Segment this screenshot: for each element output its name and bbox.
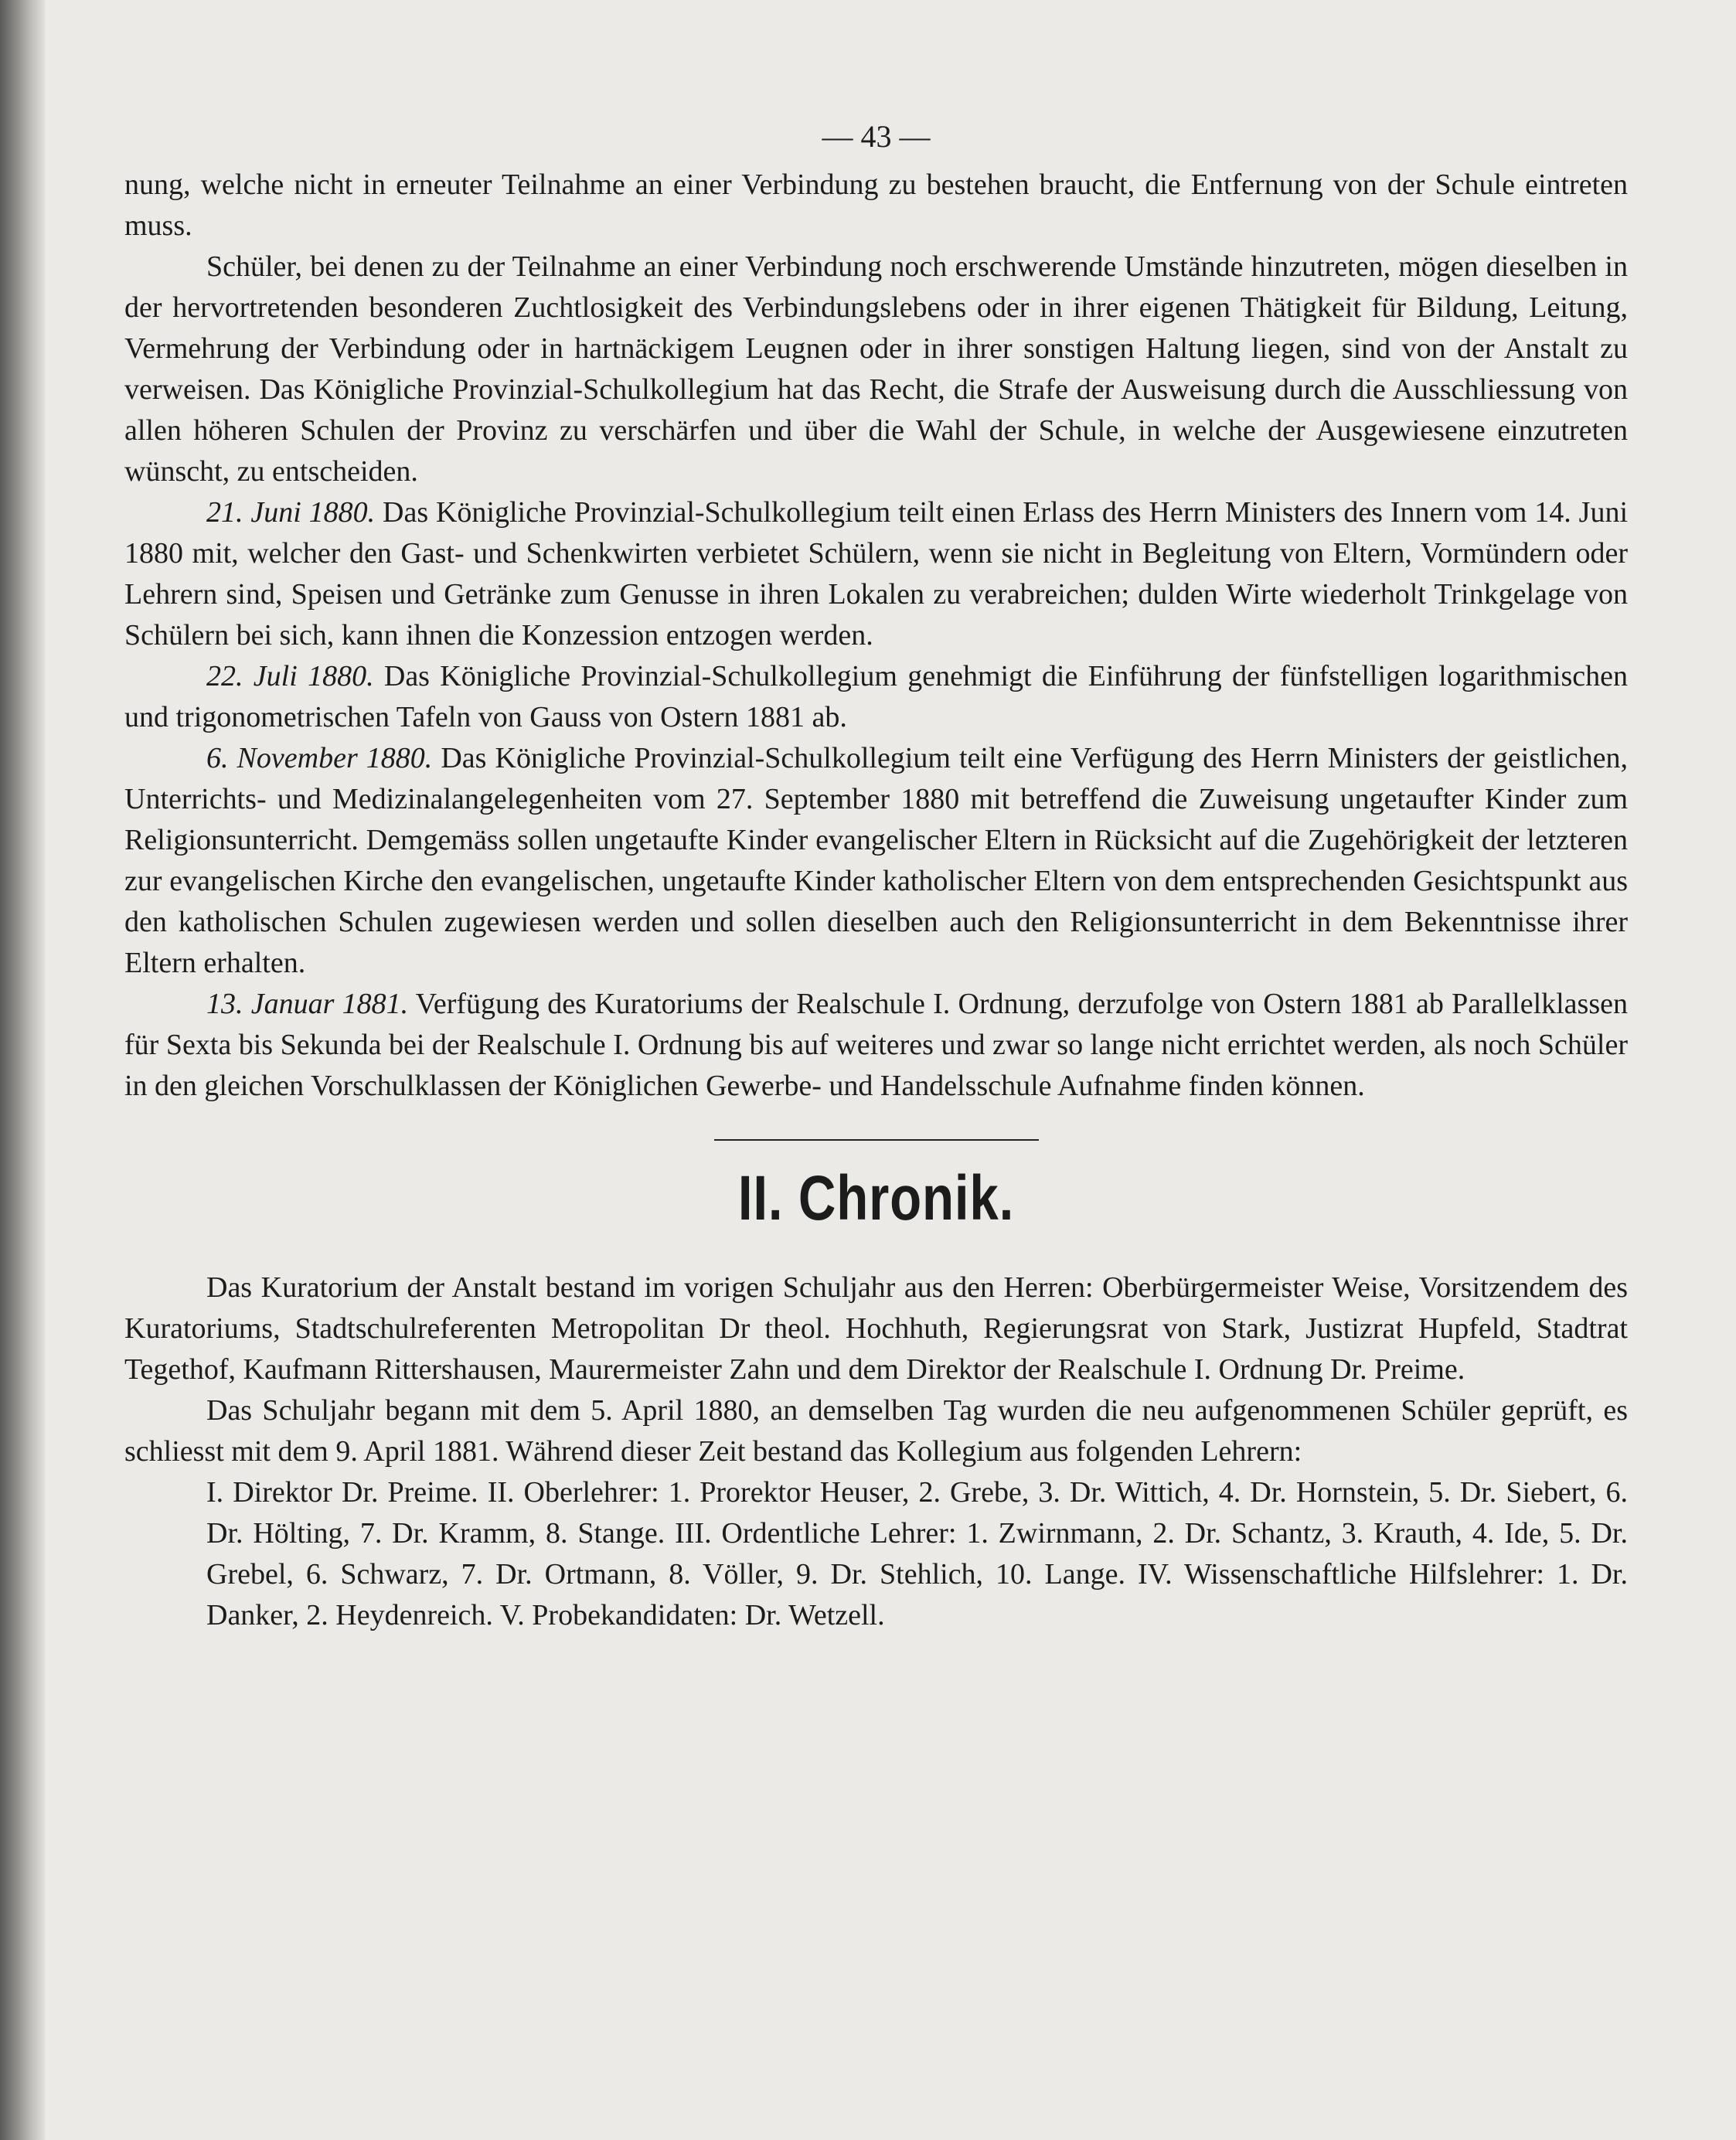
dated-entry — [124, 984, 1628, 1107]
section-divider — [714, 1139, 1039, 1141]
page-number: — 43 — — [822, 119, 931, 154]
document-page — [45, 0, 1736, 2140]
entry-date: 6. November 1880. — [206, 742, 433, 774]
entry-text: Das Königliche Provinzial-Schulkollegium teilt einen Erlass des Herrn Ministers des Innern vom 14. Juni 1880 mit, welcher den Gast- und Schenkwirten verbietet Schülern, wenn sie nicht in Begleitung von Eltern, Vormündern oder Lehrern sind, Speisen und Getränke zum Genusse in ihren Lokalen zu verabreichen; dulden Wirte wiederholt Trinkgelage von Schülern bei sich, kann ihnen die Konzession entzogen werden. — [124, 496, 1629, 652]
dated-entry — [124, 738, 1628, 984]
scan-binding-edge — [0, 0, 45, 2140]
paragraph-expulsion: Schüler, bei denen zu der Teilnahme an einer Verbindung noch erschwerende Umstände hinzutreten, mögen dieselben in der hervortretenden besonderen Zuchtlosigkeit des Verbindungslebens oder in ihrer eigenen Thätigkeit für Bildung, Leitung, Vermehrung der Verbindung oder in hartnäckigem Leugnen oder in ihrer sonstigen Haltung liegen, sind von der Anstalt zu verweisen. Das Königliche Provinzial-Schulkollegium hat das Recht, die Strafe der Ausweisung durch die Ausschliessung von allen höheren Schulen der Provinz zu verschärfen und über die Wahl der Schule, in welche der Ausgewiesene einzutreten wünscht, zu entscheiden. — [124, 250, 1628, 488]
paragraph-schuljahr: Das Schuljahr begann mit dem 5. April 1880, an demselben Tag wurden die neu aufgenommenen Schüler geprüft, es schliesst mit dem 9. April 1881. Während dieser Zeit bestand das Kollegium aus folgenden Lehrern: — [124, 1394, 1628, 1468]
paragraph-kuratorium: Das Kuratorium der Anstalt bestand im vorigen Schuljahr aus den Herren: Oberbürgermeister Weise, Vorsitzendem des Kuratoriums, Stadtschulreferenten Metropolitan Dr theol. Hochhuth, Regierungsrat von Stark, Justizrat Hupfeld, Stadtrat Tegethof, Kaufmann Rittershausen, Maurermeister Zahn und dem Direktor der Realschule I. Ordnung Dr. Preime. — [124, 1271, 1628, 1386]
dated-entry — [124, 492, 1628, 656]
entry-text: Das Königliche Provinzial-Schulkollegium teilt eine Verfügung des Herrn Ministers der geistlichen, Unterrichts- und Medizinalangelegenheiten vom 27. September 1880 mit betreffend die Zuweisung ungetaufter Kinder zum Religionsunterricht. Demgemäss sollen ungetaufte Kinder evangelischer Eltern in Rücksicht auf die Zugehörigkeit der letzteren zur evangelischen Kirche den evangelischen, ungetaufte Kinder katholischer Eltern von dem entsprechenden Gesichtspunkt aus den katholischen Schulen zugewiesen werden und sollen dieselben auch den Religionsunterricht in dem Bekenntnisse ihrer Eltern erhalten. — [124, 742, 1628, 979]
section-divider-wrap — [124, 1139, 1628, 1141]
entry-date: 13. Januar 1881. — [206, 988, 409, 1020]
entry-text: Verfügung des Kuratoriums der Realschule I. Ordnung, derzufolge von Ostern 1881 ab Parallelklassen für Sexta bis Sekunda bei der Realschule I. Ordnung bis auf weiteres und zwar so lange nicht errichtet werden, als noch Schüler in den gleichen Vorschulklassen der Königlichen Gewerbe- und Handelsschule Aufnahme finden können. — [124, 988, 1628, 1102]
page-content — [124, 116, 1628, 1636]
section-title: II. Chronik. — [737, 1163, 1015, 1233]
paragraph-continuation: nung, welche nicht in erneuter Teilnahme an einer Verbindung zu bestehen braucht, die Entfernung von der Schule eintreten muss. — [124, 168, 1628, 242]
entry-date: 21. Juni 1880. — [206, 496, 376, 529]
entry-text: Das Königliche Provinzial-Schulkollegium genehmigt die Einführung der fünfstelligen logarithmischen und trigonometrischen Tafeln von Gauss von Ostern 1881 ab. — [124, 660, 1629, 733]
dated-entry — [124, 656, 1628, 738]
entry-date: 22. Juli 1880. — [206, 660, 374, 692]
paragraph-lehrer: I. Direktor Dr. Preime. II. Oberlehrer: 1. Prorektor Heuser, 2. Grebe, 3. Dr. Wittich, 4. Dr. Hornstein, 5. Dr. Siebert, 6. Dr. Hölting, 7. Dr. Kramm, 8. Stange. III. Ordentliche Lehrer: 1. Zwirnmann, 2. Dr. Schantz, 3. Krauth, 4. Ide, 5. Dr. Grebel, 6. Schwarz, 7. Dr. Ortmann, 8. Völler, 9. Dr. Stehlich, 10. Lange. IV. Wissenschaftliche Hilfslehrer: 1. Dr. Danker, 2. Heydenreich. V. Probekandidaten: Dr. Wetzell. — [206, 1476, 1628, 1631]
